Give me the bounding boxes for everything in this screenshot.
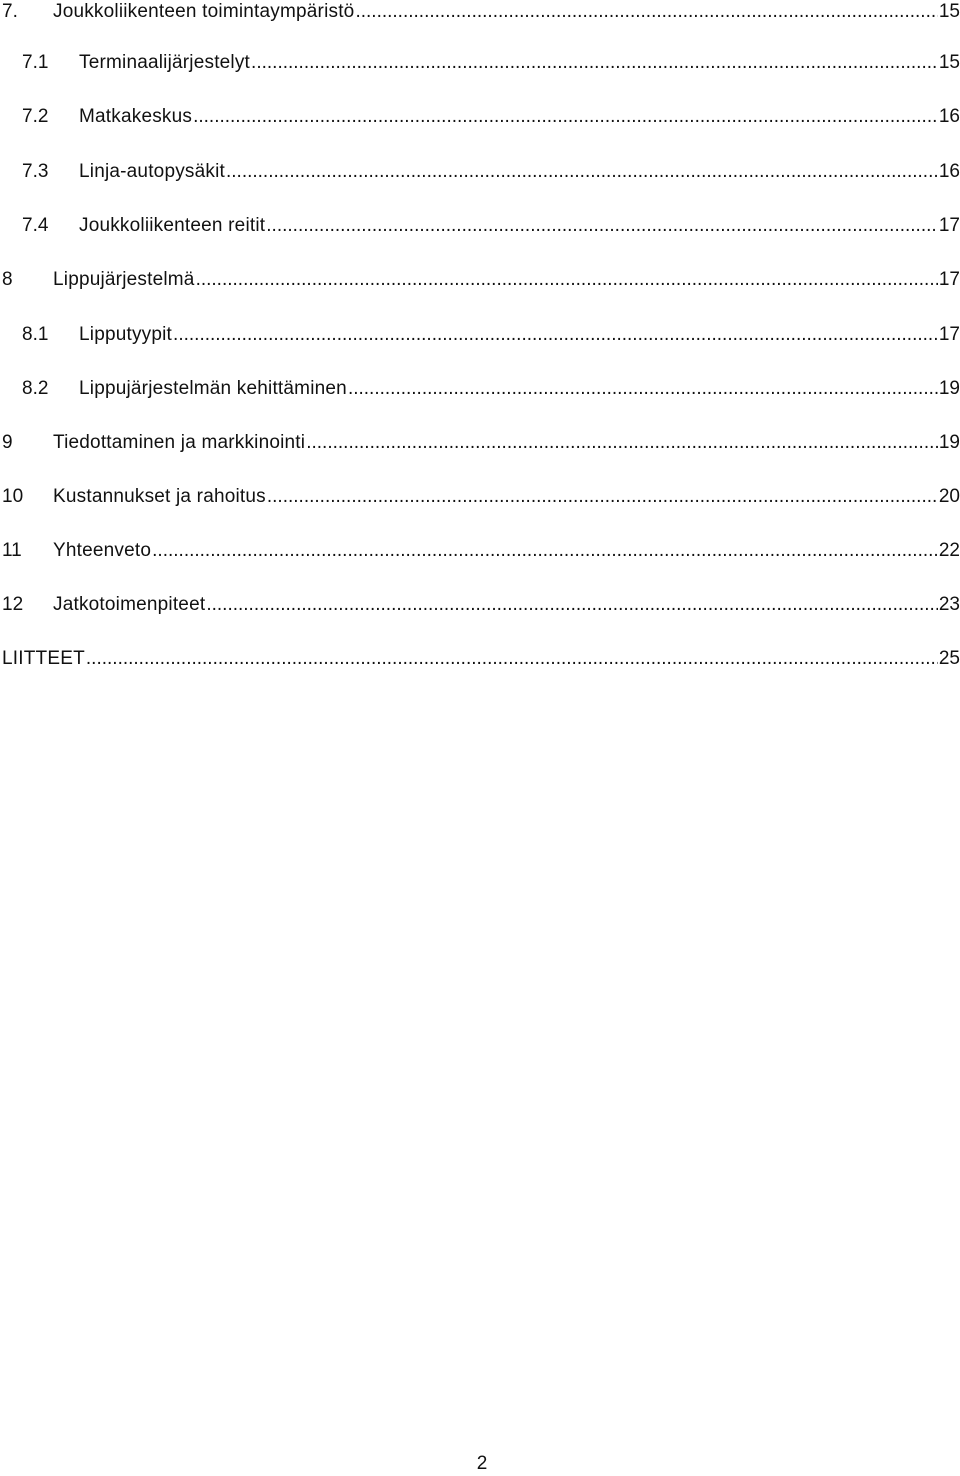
toc-entry-title: Jatkotoimenpiteet — [53, 594, 206, 615]
toc-entry-title: Kustannukset ja rahoitus — [53, 486, 266, 507]
toc-entry[interactable] — [0, 211, 960, 241]
toc-dot-leader — [251, 48, 938, 78]
toc-entry-number: 7. — [2, 1, 18, 22]
toc-entry[interactable] — [0, 482, 960, 512]
toc-dot-leader — [196, 265, 938, 295]
toc-entry[interactable] — [0, 590, 960, 620]
toc-entry-page: 22 — [938, 540, 960, 561]
toc-entry-title: Lipputyypit — [79, 324, 173, 345]
toc-entry[interactable] — [0, 265, 960, 295]
toc-dot-leader — [206, 590, 938, 620]
toc-dot-leader — [152, 536, 938, 566]
toc-dot-leader — [173, 320, 938, 350]
toc-entry[interactable] — [0, 157, 960, 187]
toc-entry-title: Terminaalijärjestelyt — [79, 52, 251, 73]
toc-entry-title: LIITTEET — [2, 648, 85, 669]
toc-entry-title: Lippujärjestelmän kehittäminen — [79, 378, 347, 399]
toc-entry-title: Matkakeskus — [79, 106, 193, 127]
toc-entry-number: 8.1 — [22, 324, 49, 345]
toc-entry-title: Linja-autopysäkit — [79, 161, 225, 182]
toc-dot-leader — [306, 428, 938, 458]
toc-entry-page: 15 — [938, 1, 960, 22]
toc-entry-title: Joukkoliikenteen toimintaympäristö — [53, 1, 355, 22]
toc-entry[interactable] — [0, 374, 960, 404]
toc-dot-leader — [355, 0, 937, 27]
toc-entry[interactable] — [0, 644, 960, 674]
toc-entry-title: Tiedottaminen ja markkinointi — [53, 432, 306, 453]
toc-dot-leader — [267, 482, 938, 512]
toc-entry-page: 17 — [938, 324, 960, 345]
toc-entry-number: 11 — [2, 540, 22, 561]
toc-entry-number: 8.2 — [22, 378, 49, 399]
toc-entry-page: 17 — [938, 269, 960, 290]
toc-entry-title: Joukkoliikenteen reitit — [79, 215, 266, 236]
toc-entry[interactable] — [0, 536, 960, 566]
toc-entry-page: 23 — [938, 594, 960, 615]
toc-entry-page: 16 — [938, 106, 960, 127]
toc-entry-page: 16 — [938, 161, 960, 182]
toc-dot-leader — [266, 211, 938, 241]
toc-entry-page: 19 — [938, 432, 960, 453]
toc-entry-page: 15 — [938, 52, 960, 73]
toc-entry-page: 25 — [938, 648, 960, 669]
toc-entry-number: 7.2 — [22, 106, 49, 127]
toc-entry-title: Lippujärjestelmä — [53, 269, 195, 290]
toc-entry[interactable] — [0, 428, 960, 458]
toc-entry-number: 12 — [2, 594, 24, 615]
toc-entry[interactable] — [0, 48, 960, 78]
toc-entry-page: 20 — [938, 486, 960, 507]
toc-entry-page: 19 — [938, 378, 960, 399]
toc-dot-leader — [348, 374, 938, 404]
toc-entry[interactable] — [0, 102, 960, 132]
toc-entry[interactable] — [0, 320, 960, 350]
toc-dot-leader — [226, 157, 938, 187]
toc-entry-number: 7.3 — [22, 161, 49, 182]
toc-entry[interactable] — [0, 0, 960, 27]
toc-entry-number: 7.4 — [22, 215, 49, 236]
toc-entry-title: Yhteenveto — [53, 540, 152, 561]
toc-dot-leader — [86, 644, 938, 674]
toc-entry-number: 7.1 — [22, 52, 49, 73]
toc-entry-number: 10 — [2, 486, 24, 507]
toc-entry-page: 17 — [938, 215, 960, 236]
toc-dot-leader — [193, 102, 938, 132]
toc-entry-number: 8 — [2, 269, 13, 290]
toc-entry-number: 9 — [2, 432, 13, 453]
page-number: 2 — [476, 1453, 488, 1474]
